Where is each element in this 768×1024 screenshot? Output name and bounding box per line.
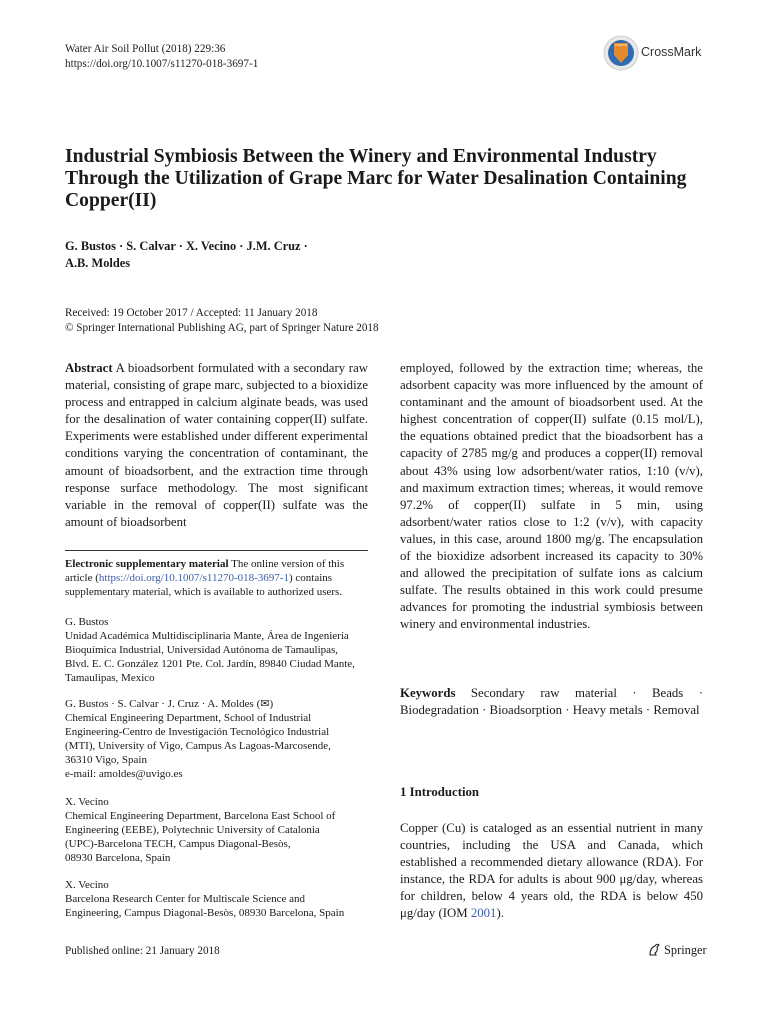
abstract-label: Abstract — [65, 361, 113, 375]
published-online: Published online: 21 January 2018 — [65, 945, 220, 957]
affiliation-line: Barcelona Research Center for Multiscale Science and — [65, 893, 306, 905]
crossmark-label: CrossMark — [641, 45, 702, 59]
authors-line-1: G. Bustos · S. Calvar · X. Vecino · J.M. Cruz · — [65, 239, 308, 253]
author-list — [65, 238, 365, 272]
esm-note — [65, 557, 368, 599]
citation-link[interactable]: 2001 — [470, 906, 497, 921]
journal-header — [65, 42, 258, 72]
affiliation-line: Engineering, Campus Diagonal-Besòs, 08930 Barcelona, Spain — [65, 907, 345, 919]
springer-logo — [648, 943, 707, 958]
keywords-label: Keywords — [400, 686, 456, 700]
affiliation-line: (UPC)-Barcelona TECH, Campus Diagonal-Besòs, — [65, 838, 291, 850]
introduction-text — [400, 820, 703, 923]
affiliation-line: Engineering (EEBE), Polytechnic University of Catalonia — [65, 824, 320, 836]
affiliation-3 — [65, 795, 368, 865]
affiliation-line: 08930 Barcelona, Spain — [65, 852, 171, 864]
paper-title: Industrial Symbiosis Between the Winery and Environmental Industry Through the Utilization of Grape Marc for Water Desalination Containing Copper(II) — [65, 146, 687, 211]
affiliation-4 — [65, 878, 368, 920]
abstract-text-left: A bioadsorbent formulated with a secondary raw material, consisting of grape marc, subjected to a bioxidize process and entrapped in calcium alginate beads, was used for the desalination of water containing copper(II) sulfate. Experiments were established under different experimental conditions varying the concentration of contaminant, the amount of bioadsorbent, and the extraction time through response surface methodology. The most significant variable in the removal of copper(II) sulfate was the amount of bioadsorbent — [65, 361, 368, 529]
affiliation-line: 36310 Vigo, Spain — [65, 754, 147, 766]
affiliation-line: (MTI), University of Vigo, Campus As Lagoas-Marcosende, — [65, 740, 331, 752]
affiliation-names: X. Vecino — [65, 879, 109, 891]
crossmark-badge[interactable] — [602, 34, 712, 72]
affiliation-line: Chemical Engineering Department, School of Industrial — [65, 712, 312, 724]
section-heading-introduction: 1 Introduction — [400, 785, 480, 799]
intro-text-a: Copper (Cu) is cataloged as an essential nutrient in many countries, including the USA and Canada, which established a recommended dietary allowance (RDA). For instance, the RDA for adults is about 900 μg/day, whereas for children, below 4 years old, the RDA is below 450 μg/day (IOM — [400, 821, 703, 921]
abstract-right: employed, followed by the extraction time; whereas, the adsorbent capacity was more influenced by the amount of contaminant and the amount of bioadsorbent used. At the highest concentration of copper(II) sulfate (0.15 mol/L), the equations obtained predict that the bioadsorbent has a capacity of 2785 mg/g and produces a copper(II) removal about 43% using low adsorbent/water ratios, 1:10 (v/v), and maximum extraction times; whereas, it would remove 97.2% of copper(II) sulfate in 5 min, using adsorbent/water ratios close to 1:2 (v/v), with capacity values, in this case, around 1800 mg/g. The encapsulation of the bioxidize adsorbent increased its capacity to 30% and allowed the precipitation of sulfate ions as calcium sulfate. The results obtained in this work could presume advances for promoting the industrial symbiosis between winery and environmental industries. — [400, 361, 703, 632]
affiliation-line: Bioquímica Industrial, Universidad Autónoma de Tamaulipas, — [65, 644, 339, 656]
affiliation-names: G. Bustos — [65, 616, 109, 628]
affiliation-line: Chemical Engineering Department, Barcelona East School of — [65, 810, 336, 822]
esm-text-b: ) contains supplementary material, which is available to authorized users. — [65, 572, 343, 598]
springer-horse-icon — [648, 943, 661, 956]
footnote-divider — [65, 550, 368, 551]
affiliation-2 — [65, 697, 368, 781]
affiliation-names: G. Bustos · S. Calvar · J. Cruz · A. Moldes (✉) — [65, 698, 274, 710]
esm-link[interactable]: https://doi.org/10.1007/s11270-018-3697-1 — [98, 572, 289, 584]
springer-label: Springer — [664, 943, 707, 957]
intro-text-b: ). — [496, 906, 504, 921]
esm-label: Electronic supplementary material — [65, 558, 229, 570]
publication-dates — [65, 306, 379, 336]
esm-text-a: The online version of this article ( — [65, 558, 345, 584]
author-email[interactable]: e-mail: amoldes@uvigo.es — [65, 768, 183, 780]
doi-link[interactable]: https://doi.org/10.1007/s11270-018-3697-1 — [65, 58, 259, 70]
abstract-left — [65, 360, 368, 531]
received-accepted: Received: 19 October 2017 / Accepted: 11 January 2018 — [65, 307, 318, 319]
affiliation-line: Blvd. E. C. González 1201 Pte. Col. Jardín, 89840 Ciudad Mante, — [65, 658, 355, 670]
affiliation-line: Engineering-Centro de Investigación Tecnológico Industrial — [65, 726, 330, 738]
affiliation-1 — [65, 615, 368, 685]
affiliation-names: X. Vecino — [65, 796, 109, 808]
affiliation-line: Tamaulipas, Mexico — [65, 672, 155, 684]
affiliation-line: Unidad Académica Multidisciplinaria Mante, Área de Ingeniería — [65, 630, 349, 642]
authors-line-2: A.B. Moldes — [65, 256, 131, 270]
copyright-notice: © Springer International Publishing AG, part of Springer Nature 2018 — [65, 322, 379, 334]
crossmark-icon — [602, 34, 640, 72]
keywords — [400, 685, 703, 719]
journal-citation: Water Air Soil Pollut (2018) 229:36 — [65, 43, 226, 55]
keywords-text: Secondary raw material · Beads · Biodegradation · Bioadsorption · Heavy metals · Removal — [400, 686, 703, 718]
